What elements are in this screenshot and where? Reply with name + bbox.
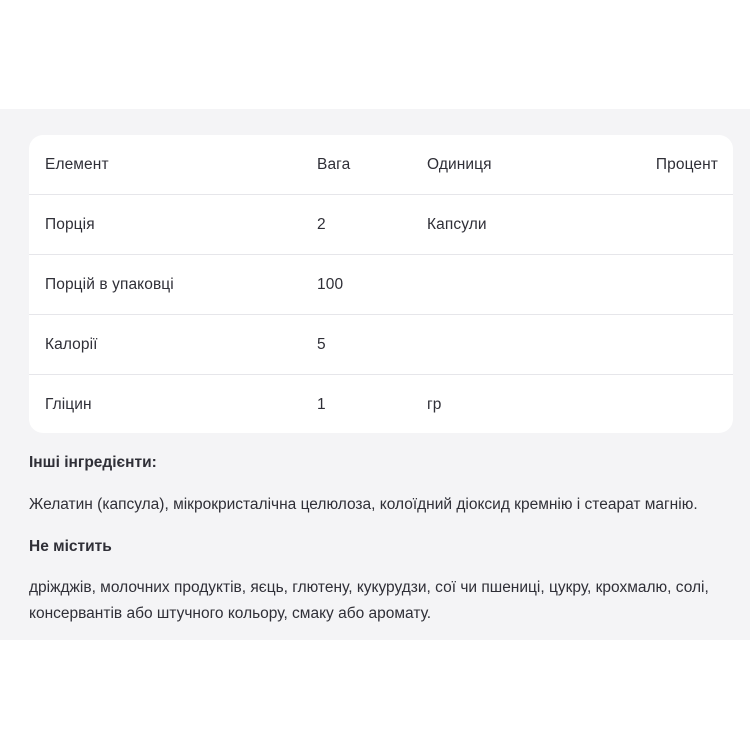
- cell-weight: 2: [317, 195, 427, 255]
- cell-weight: 5: [317, 315, 427, 375]
- table-header-row: [29, 135, 733, 195]
- cell-element: Калорії: [29, 315, 317, 375]
- column-header-percent: Процент: [655, 155, 718, 173]
- cell-element: Гліцин: [29, 375, 317, 434]
- free-from-title: Не містить: [29, 538, 112, 555]
- nutrition-table-card: [29, 135, 733, 433]
- cell-percent: [577, 315, 733, 375]
- cell-unit: [427, 315, 577, 375]
- cell-percent: [577, 195, 733, 255]
- free-from-text: дріжджів, молочних продуктів, яєць, глютену, кукурудзи, сої чи пшениці, цукру, крохмалю, солі, консервантів або штучного кольору, смаку або аромату.: [29, 579, 709, 622]
- other-ingredients-title: Інші інгредієнти:: [29, 454, 157, 471]
- cell-unit: гр: [427, 375, 577, 434]
- cell-unit: [427, 255, 577, 315]
- other-ingredients-text: Желатин (капсула), мікрокристалічна целюлоза, колоїдний діоксид кремнію і стеарат магнію.: [29, 496, 698, 513]
- cell-weight: 1: [317, 375, 427, 434]
- table-row: [29, 255, 733, 315]
- table-row: [29, 315, 733, 375]
- cell-element: Порцій в упаковці: [29, 255, 317, 315]
- column-header-unit: Одиниця: [427, 155, 492, 173]
- nutrition-table: [29, 135, 733, 433]
- column-header-weight: Вага: [317, 155, 351, 173]
- cell-percent: [577, 375, 733, 434]
- product-info-panel: [0, 109, 750, 640]
- cell-percent: [577, 255, 733, 315]
- cell-element: Порція: [29, 195, 317, 255]
- table-row: [29, 375, 733, 434]
- column-header-element: Елемент: [45, 155, 109, 173]
- cell-unit: Капсули: [427, 195, 577, 255]
- table-row: [29, 195, 733, 255]
- cell-weight: 100: [317, 255, 427, 315]
